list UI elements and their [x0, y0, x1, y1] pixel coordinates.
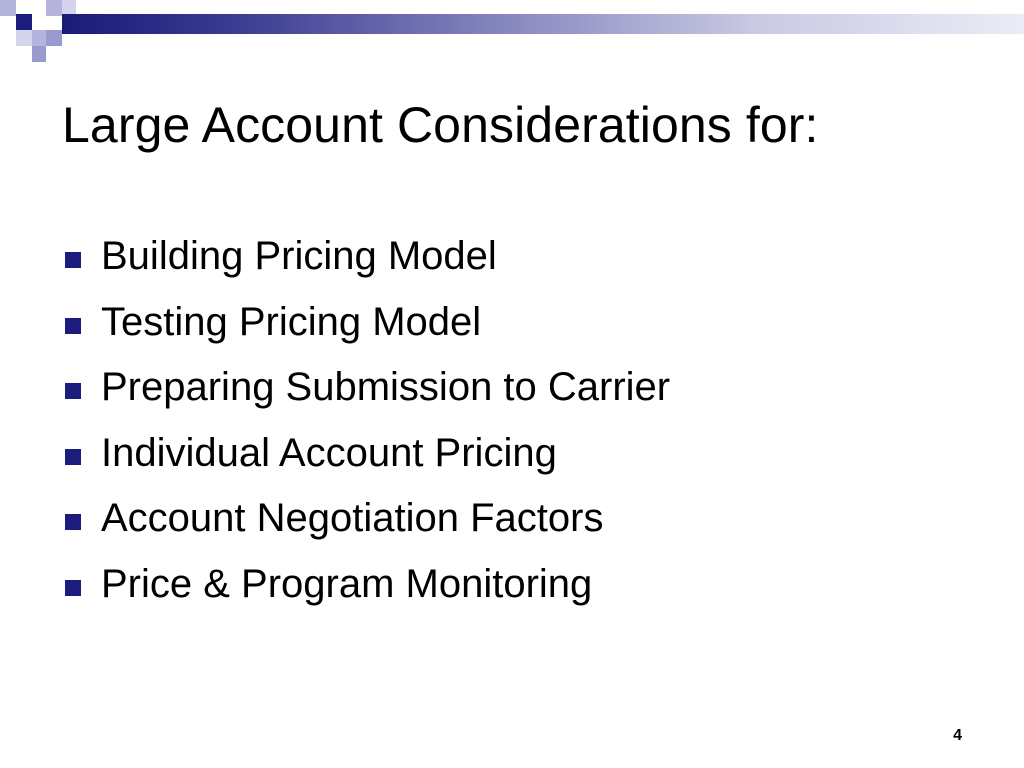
page-number: 4: [953, 727, 962, 744]
bullet-item: [62, 296, 670, 362]
decoration-square: [46, 0, 62, 16]
square-bullet-icon: [65, 383, 81, 399]
header-gradient-bar: [62, 14, 1024, 34]
bullet-text: Individual Account Pricing: [101, 430, 557, 475]
slide-title: Large Account Considerations for:: [62, 97, 819, 153]
bullet-text: Testing Pricing Model: [101, 299, 482, 344]
decoration-square: [62, 0, 76, 14]
decoration-square: [32, 30, 46, 46]
square-bullet-icon: [65, 252, 81, 268]
decoration-square: [0, 0, 16, 16]
bullet-text: Building Pricing Model: [101, 234, 497, 278]
decoration-square: [46, 30, 62, 46]
bullet-item: [62, 361, 670, 427]
bullet-text: Price & Program Monitoring: [101, 561, 593, 606]
decoration-square: [16, 30, 32, 46]
bullet-item: [62, 230, 670, 296]
square-bullet-icon: [65, 514, 81, 530]
header-decoration: [0, 0, 1024, 64]
bullet-text: Preparing Submission to Carrier: [101, 365, 671, 410]
square-bullet-icon: [65, 318, 81, 334]
decoration-square: [32, 46, 46, 62]
bullet-item: [62, 558, 670, 624]
bullet-list: [62, 230, 670, 624]
square-bullet-icon: [65, 449, 81, 465]
decoration-square: [16, 14, 32, 30]
bullet-item: [62, 427, 670, 493]
bullet-item: [62, 492, 670, 558]
bullet-text: Account Negotiation Factors: [101, 496, 604, 541]
square-bullet-icon: [65, 580, 81, 596]
